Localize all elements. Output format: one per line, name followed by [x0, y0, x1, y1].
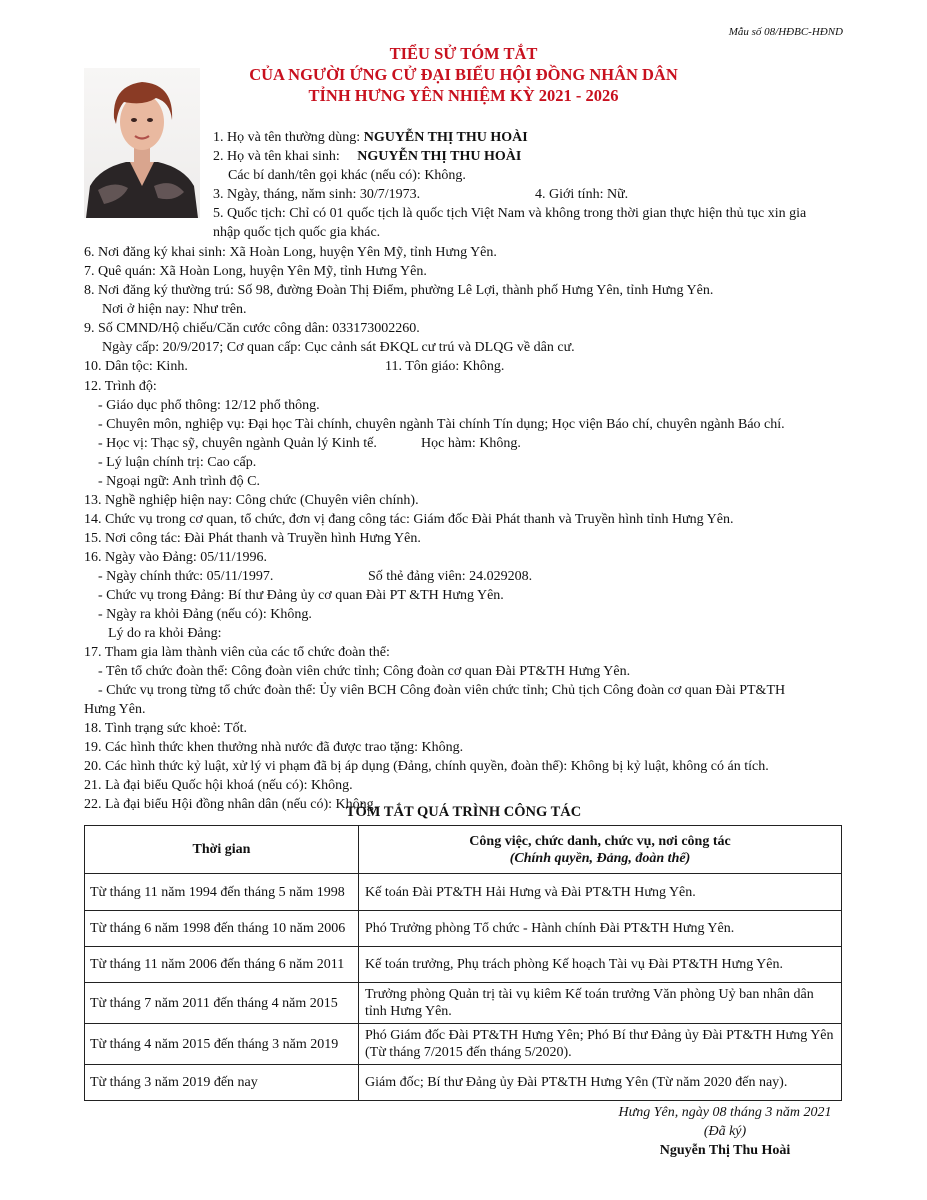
row-time: Từ tháng 6 năm 1998 đến tháng 10 năm 2006: [85, 911, 359, 947]
item-2-value: NGUYỄN THỊ THU HOÀI: [357, 149, 522, 164]
column-header-time: Thời gian: [85, 826, 359, 874]
table-row: [85, 1065, 842, 1101]
item-12-political-theory: - Lý luận chính trị: Cao cấp.: [98, 455, 257, 470]
item-12-education: 12. Trình độ:: [84, 379, 157, 394]
item-9-id-issue: Ngày cấp: 20/9/2017; Cơ quan cấp: Cục cảnh sát ĐKQL cư trú và DLQG về dân cư.: [102, 340, 575, 355]
item-16-party-card-number: Số thẻ đảng viên: 24.029208.: [368, 569, 533, 584]
row-job: Trưởng phòng Quản trị tài vụ kiêm Kế toán trưởng Văn phòng Uỷ ban nhân dân tỉnh Hưng Yên.: [359, 983, 842, 1024]
column-header-job-line-2: (Chính quyền, Đảng, đoàn thể): [509, 850, 691, 866]
document-title-line-2: CỦA NGƯỜI ỨNG CỬ ĐẠI BIỂU HỘI ĐỒNG NHÂN DÂN: [249, 65, 678, 84]
item-12-degree: - Học vị: Thạc sỹ, chuyên ngành Quản lý Kinh tế.: [98, 436, 377, 451]
portrait-illustration: [84, 68, 200, 218]
item-12-specialization: - Chuyên môn, nghiệp vụ: Đại học Tài chính, chuyên ngành Tài chính Tín dụng; Học viện Báo chí, chuyên ngành Báo chí.: [98, 417, 785, 432]
item-17-organizations: 17. Tham gia làm thành viên của các tổ chức đoàn thể:: [84, 645, 390, 660]
row-time: Từ tháng 11 năm 1994 đến tháng 5 năm 1998: [85, 874, 359, 911]
signature-signed-note: (Đã ký): [703, 1124, 747, 1139]
item-12-academic-title: Học hàm: Không.: [421, 436, 521, 451]
item-6-birth-registration: 6. Nơi đăng ký khai sinh: Xã Hoàn Long, huyện Yên Mỹ, tỉnh Hưng Yên.: [84, 245, 497, 260]
item-8-current-address: Nơi ở hiện nay: Như trên.: [102, 302, 247, 317]
row-job: Kế toán trưởng, Phụ trách phòng Kế hoạch Tài vụ Đài PT&TH Hưng Yên.: [359, 947, 842, 983]
item-15-workplace: 15. Nơi công tác: Đài Phát thanh và Truyền hình Hưng Yên.: [84, 531, 421, 546]
item-16-party-join-date: 16. Ngày vào Đảng: 05/11/1996.: [84, 550, 268, 565]
item-21-national-assembly: 21. Là đại biểu Quốc hội khoá (nếu có): Không.: [84, 778, 353, 793]
item-16-party-exit-date: - Ngày ra khỏi Đảng (nếu có): Không.: [98, 607, 312, 622]
row-job: Giám đốc; Bí thư Đảng ủy Đài PT&TH Hưng Yên (Từ năm 2020 đến nay).: [359, 1065, 842, 1101]
row-job: Phó Trưởng phòng Tổ chức - Hành chính Đài PT&TH Hưng Yên.: [359, 911, 842, 947]
item-12-general-education: - Giáo dục phổ thông: 12/12 phổ thông.: [98, 398, 320, 413]
item-4-gender: 4. Giới tính: Nữ.: [535, 187, 629, 202]
signature-name: Nguyễn Thị Thu Hoài: [659, 1143, 791, 1158]
column-header-job-line-1: Công việc, chức danh, chức vụ, nơi công tác: [469, 833, 731, 849]
item-5-nationality-cont: nhập quốc tịch quốc gia khác.: [213, 225, 381, 240]
item-12-foreign-language: - Ngoại ngữ: Anh trình độ C.: [98, 474, 260, 489]
table-row: [85, 911, 842, 947]
item-20-discipline: 20. Các hình thức kỷ luật, xử lý vi phạm đã bị áp dụng (Đảng, chính quyền, đoàn thể): Không bị kỷ luật, không có án tích.: [84, 759, 769, 774]
item-2-alias: Các bí danh/tên gọi khác (nếu có): Không.: [228, 168, 466, 183]
table-row: [85, 947, 842, 983]
item-7-hometown: 7. Quê quán: Xã Hoàn Long, huyện Yên Mỹ, tỉnh Hưng Yên.: [84, 264, 427, 279]
item-16-official-date: - Ngày chính thức: 05/11/1997.: [98, 569, 274, 584]
table-row: [85, 874, 842, 911]
column-header-job: [359, 826, 842, 874]
row-job: Kế toán Đài PT&TH Hải Hưng và Đài PT&TH Hưng Yên.: [359, 874, 842, 911]
item-22-peoples-council: 22. Là đại biểu Hội đồng nhân dân (nếu có): Không.: [84, 797, 378, 812]
career-table: [84, 825, 842, 1101]
item-5-nationality: 5. Quốc tịch: Chỉ có 01 quốc tịch là quốc tịch Việt Nam và không trong thời gian thực hiện thủ tục xin gia: [213, 206, 807, 221]
item-10-ethnicity: 10. Dân tộc: Kinh.: [84, 359, 188, 374]
item-2-birth-name: [213, 148, 521, 166]
item-8-residence: 8. Nơi đăng ký thường trú: Số 98, đường Đoàn Thị Điểm, phường Lê Lợi, thành phố Hưng Yên, tỉnh Hưng Yên.: [84, 283, 714, 298]
row-time: Từ tháng 3 năm 2019 đến nay: [85, 1065, 359, 1101]
item-14-position: 14. Chức vụ trong cơ quan, tổ chức, đơn vị đang công tác: Giám đốc Đài Phát thanh và Truyền hình tỉnh Hưng Yên.: [84, 512, 734, 527]
document-title-line-1: TIỂU SỬ TÓM TẮT: [389, 44, 538, 63]
signature-place-date: Hưng Yên, ngày 08 tháng 3 năm 2021: [618, 1105, 832, 1120]
table-row: [85, 983, 842, 1024]
row-time: Từ tháng 11 năm 2006 đến tháng 6 năm 2011: [85, 947, 359, 983]
item-3-birth-date: 3. Ngày, tháng, năm sinh: 30/7/1973.: [213, 187, 421, 202]
row-time: Từ tháng 4 năm 2015 đến tháng 3 năm 2019: [85, 1024, 359, 1065]
item-17-organization-positions: - Chức vụ trong từng tổ chức đoàn thể: Ủy viên BCH Công đoàn viên chức tỉnh; Chủ tịch Công đoàn cơ quan Đài PT&TH: [98, 683, 786, 698]
row-time: Từ tháng 7 năm 2011 đến tháng 4 năm 2015: [85, 983, 359, 1024]
career-section-title: TÓM TẮT QUÁ TRÌNH CÔNG TÁC: [345, 804, 582, 820]
item-11-religion: 11. Tôn giáo: Không.: [385, 359, 505, 374]
candidate-portrait-photo: [84, 68, 200, 218]
item-1-label: 1. Họ và tên thường dùng:: [213, 130, 361, 145]
item-16-party-position: - Chức vụ trong Đảng: Bí thư Đảng ủy cơ quan Đài PT &TH Hưng Yên.: [98, 588, 504, 603]
item-16-party-exit-reason: Lý do ra khỏi Đảng:: [108, 626, 222, 641]
career-table-header: [85, 826, 842, 874]
item-19-awards: 19. Các hình thức khen thưởng nhà nước đã được trao tặng: Không.: [84, 740, 464, 755]
item-9-id-number: 9. Số CMND/Hộ chiếu/Căn cước công dân: 033173002260.: [84, 321, 420, 336]
item-18-health: 18. Tình trạng sức khoẻ: Tốt.: [84, 721, 247, 736]
document-title-line-3: TỈNH HƯNG YÊN NHIỆM KỲ 2021 - 2026: [308, 86, 619, 105]
table-row: [85, 1024, 842, 1065]
item-13-occupation: 13. Nghề nghiệp hiện nay: Công chức (Chuyên viên chính).: [84, 493, 419, 508]
item-1-common-name: [213, 129, 528, 147]
item-17-organization-names: - Tên tổ chức đoàn thể: Công đoàn viên chức tỉnh; Công đoàn cơ quan Đài PT&TH Hưng Yên.: [98, 664, 631, 679]
form-number: Mẫu số 08/HĐBC-HĐND: [728, 26, 843, 38]
item-1-value: NGUYỄN THỊ THU HOÀI: [363, 130, 528, 145]
item-17-organization-positions-cont: Hưng Yên.: [84, 702, 146, 717]
item-2-label: 2. Họ và tên khai sinh:: [213, 149, 340, 164]
row-job: Phó Giám đốc Đài PT&TH Hưng Yên; Phó Bí thư Đảng ủy Đài PT&TH Hưng Yên (Từ tháng 7/2015 đến tháng 5/2020).: [359, 1024, 842, 1065]
